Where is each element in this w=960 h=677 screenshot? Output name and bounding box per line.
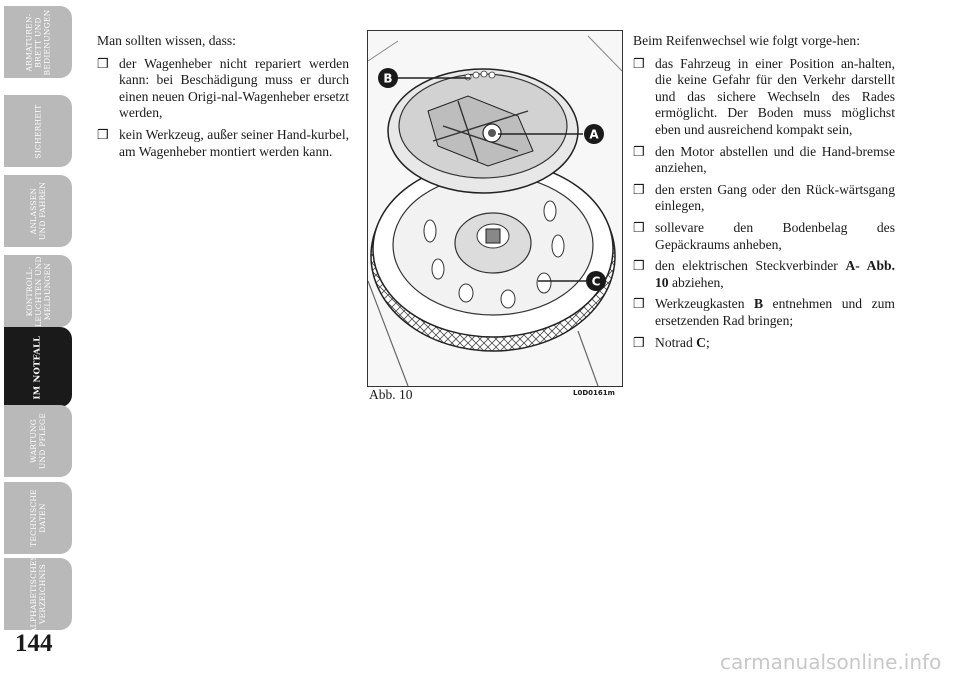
tab-wartung[interactable] [4,405,72,477]
checkbox-bullet-icon: ❒ [633,181,645,197]
tab-label: WARTUNG UND PFLEGE [29,412,47,470]
tab-armaturenbrett[interactable] [4,6,72,78]
list-item [633,182,895,215]
list-item-text-post: entnehmen und zum ersetzenden Rad bringen; [655,296,895,328]
tab-label: IM NOTFALL [32,335,43,399]
checkbox-bullet-icon: ❒ [633,143,645,159]
list-item [97,56,349,122]
intro-text: Man sollten wissen, dass: [97,33,236,48]
list-item [633,335,895,352]
chapter-tab-rail [0,0,72,635]
tab-kontrollleuchten[interactable] [4,255,72,327]
list-item-text: den ersten Gang oder den Rück-wärtsgang einlegen, [655,181,895,214]
text-column-left [97,33,349,165]
list-item [97,127,349,160]
checkbox-bullet-icon: ❒ [633,55,645,71]
tab-label: TECHNISCHE DATEN [29,489,47,547]
page-number: 144 [15,630,53,657]
figure-reference: B [753,296,764,312]
svg-text:B: B [383,71,393,86]
tab-label: SICHERHEIT [33,103,43,159]
list-item [633,258,895,291]
list-item-text: sollevare den Bodenbelag des Gepäckraums anheben, [655,219,895,252]
list-item-text-pre: den elektrischen Steckverbinder [655,258,846,274]
callout-a [584,124,604,144]
list-item-text-pre: Notrad [655,334,697,350]
figure-caption: Abb. 10 [369,387,413,402]
list-item-text: das Fahrzeug in einer Position an-halten, die keine Gefahr für den Verkehr darstellt und das sichere Wechseln des Rades ermöglicht. Der Boden muss möglichst eben und ausreichend kompakt sein, [655,55,895,137]
checkbox-bullet-icon: ❒ [633,334,645,350]
figure-reference: C [696,334,706,350]
checkbox-bullet-icon: ❒ [633,296,645,312]
svg-text:A: A [589,127,599,142]
figure-code: L0D0161m [573,389,615,397]
tab-label: KONTROLL- LEUCHTEN UND MELDUNGEN [24,255,52,327]
svg-text:C: C [591,274,601,289]
tab-anlassen[interactable] [4,175,72,247]
tab-label: ALPHABETISCHES VERZEICHNIS [29,554,47,634]
callout-c [586,271,606,291]
figure-spare-wheel [367,30,623,387]
figure-reference: A- Abb. 10 [655,258,896,290]
tab-label: ANLASSEN UND FAHREN [28,181,47,241]
checkbox-bullet-icon: ❒ [97,55,109,71]
tab-technische-daten[interactable] [4,482,72,554]
list-item-text-pre: Werkzeugkasten [655,296,754,312]
spare-wheel-illustration [368,31,622,386]
tab-im-notfall[interactable] [4,327,72,407]
tab-label: ARMATUREN- BRETT UND BEDIENUNGEN [24,9,52,75]
intro-text: Beim Reifenwechsel wie folgt vorge-hen: [633,33,860,48]
checkbox-bullet-icon: ❒ [633,258,645,274]
text-column-right [633,33,895,356]
list-item-text: kein Werkzeug, außer seiner Hand-kurbel, am Wagenheber montiert werden kann. [119,126,349,159]
list-item [633,144,895,177]
list-item-text: den Motor abstellen und die Hand-bremse anziehen, [655,143,895,176]
checkbox-bullet-icon: ❒ [97,126,109,142]
tab-verzeichnis[interactable] [4,554,72,634]
list-item-text-post: abziehen, [668,274,724,290]
checkbox-bullet-icon: ❒ [633,219,645,235]
list-item-text-post: ; [705,334,710,350]
list-item-text: der Wagenheber nicht repariert werden kann: bei Beschädigung muss er durch einen neuen Origi-nal-Wagenheber ersetzt werden, [119,55,349,121]
list-item [633,296,895,329]
tab-sicherheit[interactable] [4,95,72,167]
callout-b [378,68,398,88]
watermark: carmanualsonline.info [720,650,942,674]
list-item [633,220,895,253]
list-item [633,56,895,139]
